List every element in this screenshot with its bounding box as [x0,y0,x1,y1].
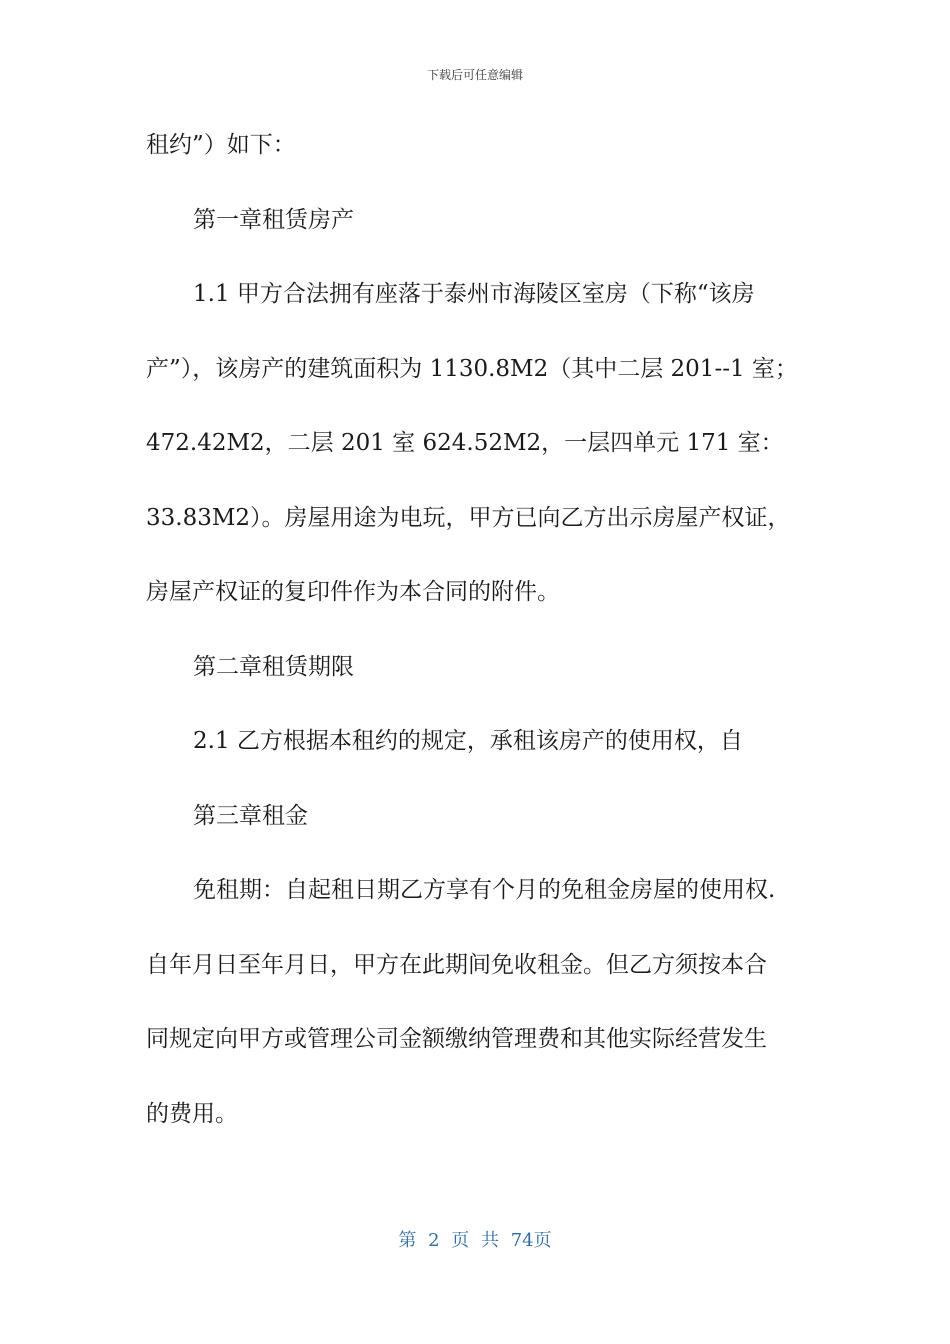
paragraph-line: 的费用。 [146,1100,238,1127]
page-number: 第 2 页 共 74页 [398,1230,552,1251]
paragraph-line: 租约”）如下： [146,132,296,158]
chapter-heading: 第三章租金 [193,802,308,829]
paragraph-line: 同规定向甲方或管理公司金额缴纳管理费和其他实际经营发生 [146,1026,767,1052]
paragraph-line: 产”），该房产的建筑面积为 1130.8M2（其中二层 201--1 室； [146,355,798,382]
page-header: 下载后可任意编辑 [426,68,523,82]
paragraph-line: 472.42M2，二层 201 室 624.52M2，一层四单元 171 室： [146,430,784,456]
chapter-heading: 第二章租赁期限 [193,653,354,680]
paragraph-line: 自年月日至年月日，甲方在此期间免收租金。但乙方须按本合 [146,951,767,978]
paragraph-line: 房屋产权证的复印件作为本合同的附件。 [146,579,560,605]
document-body [146,120,806,1163]
paragraph-line: 2.1 乙方根据本租约的规定，承租该房产的使用权，自 [193,728,743,754]
paragraph-line: 1.1 甲方合法拥有座落于泰州市海陵区室房（下称“该房 [193,281,755,307]
chapter-heading: 第一章租赁房产 [193,206,354,233]
paragraph-line: 33.83M2）。房屋用途为电玩，甲方已向乙方出示房屋产权证， [146,504,791,531]
paragraph-line: 免租期：自起租日期乙方享有个月的免租金房屋的使用权. [193,877,776,903]
